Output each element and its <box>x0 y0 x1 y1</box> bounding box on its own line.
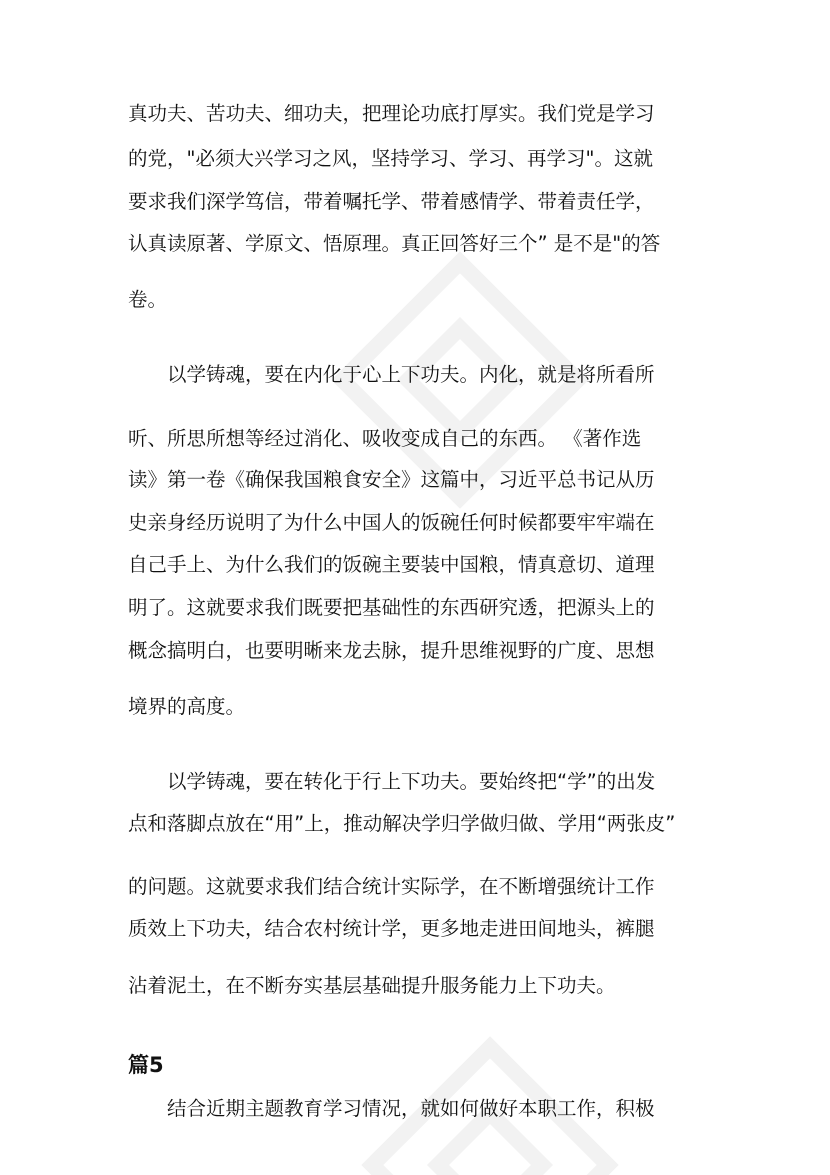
paragraph-2-line-4: 史亲身经历说明了为什么中国人的饭碗任何时候都要牢牢端在 <box>128 511 655 534</box>
paragraph-3-line-2: 点和落脚点放在“用”上，推动解决学归学做归做、学用“两张皮” <box>128 812 676 835</box>
paragraph-2-line-3: 读》第一卷《确保我国粮食安全》这篇中，习近平总书记从历 <box>128 468 655 491</box>
paragraph-3-line-1: 以学铸魂，要在转化于行上下功夫。要始终把“学”的出发 <box>167 770 656 793</box>
paragraph-2-line-7: 概念搞明白，也要明晰来龙去脉，提升思维视野的广度、思想 <box>128 639 655 662</box>
paragraph-1-line-2: 的党，"必须大兴学习之风，坚持学习、学习、再学习"。这就 <box>128 147 653 170</box>
paragraph-2-line-5: 自己手上、为什么我们的饭碗主要装中国粮，情真意切、道理 <box>128 553 655 576</box>
paragraph-1-line-5: 卷。 <box>128 288 168 311</box>
paragraph-1-line-3: 要求我们深学笃信，带着嘱托学、带着感情学、带着责任学， <box>128 190 655 213</box>
paragraph-2-line-2: 听、所思所想等经过消化、吸收变成自己的东西。 《著作选 <box>128 427 642 450</box>
paragraph-3-line-3: 的问题。这就要求我们结合统计实际学，在不断增强统计工作 <box>128 875 655 898</box>
paragraph-2-line-8: 境界的高度。 <box>128 695 246 718</box>
paragraph-3-line-4: 质效上下功夫，结合农村统计学，更多地走进田间地头，裤腿 <box>128 917 655 940</box>
paragraph-2-line-6: 明了。这就要求我们既要把基础性的东西研究透，把源头上的 <box>128 596 655 619</box>
section-heading: 篇5 <box>128 1053 164 1077</box>
paragraph-3-line-5: 沾着泥土，在不断夯实基层基础提升服务能力上下功夫。 <box>128 974 616 997</box>
paragraph-1-line-4: 认真读原著、学原文、悟原理。真正回答好三个” 是不是"的答 <box>128 232 661 255</box>
paragraph-1-line-1: 真功夫、苦功夫、细功夫，把理论功底打厚实。我们党是学习 <box>128 102 655 125</box>
section-5-line-1: 结合近期主题教育学习情况，就如何做好本职工作，积极 <box>167 1097 655 1120</box>
paragraph-2-line-1: 以学铸魂，要在内化于心上下功夫。内化，就是将所看所 <box>167 363 655 386</box>
